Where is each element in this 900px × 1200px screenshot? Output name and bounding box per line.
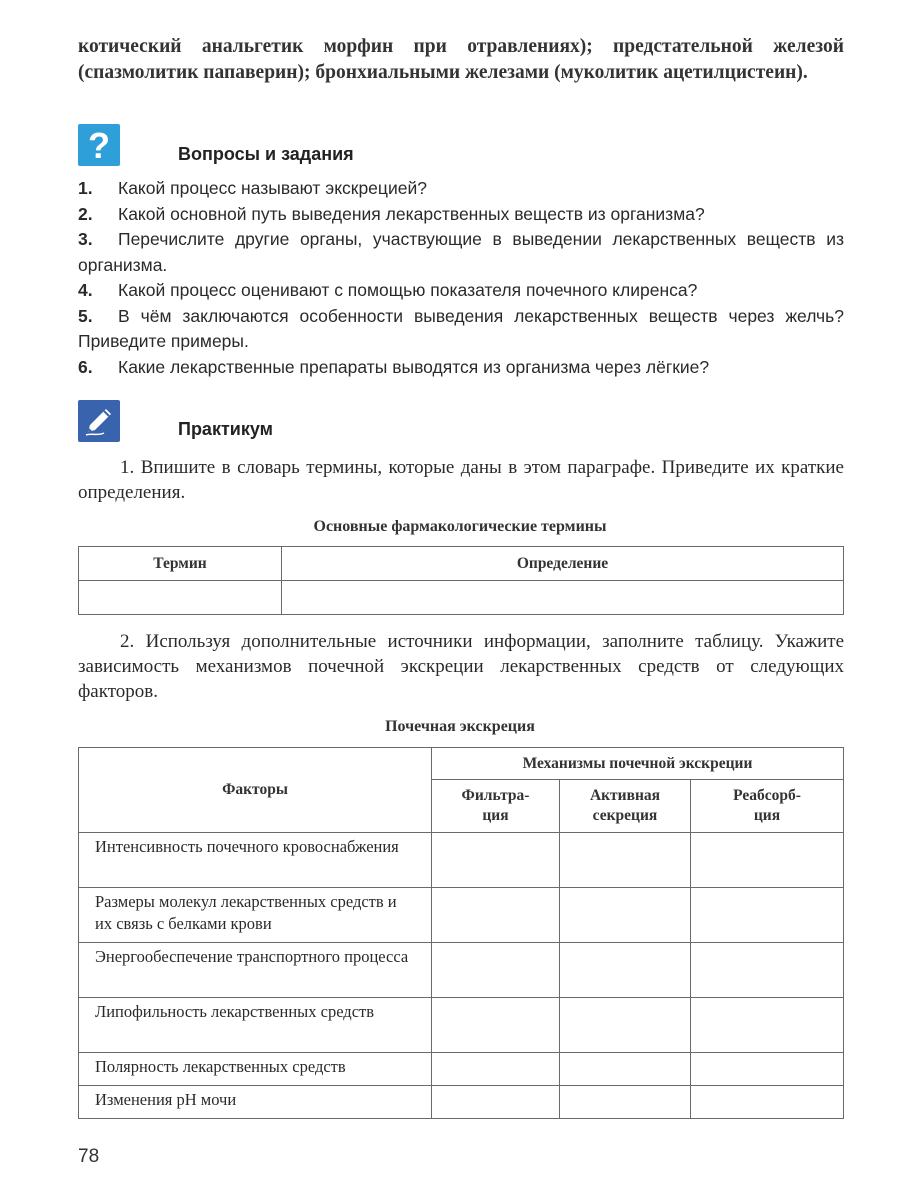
answer-cell[interactable] xyxy=(691,943,844,998)
question-item: 4. Какой процесс оценивают с помощью показателя почечного клиренса? xyxy=(78,280,698,300)
task-1-text: 1. Впишите в словарь термины, которые даны в этом параграфе. Приведите их краткие определения. xyxy=(78,457,844,503)
answer-cell[interactable] xyxy=(560,1053,691,1086)
answer-cell[interactable] xyxy=(432,998,560,1053)
answer-cell[interactable] xyxy=(691,998,844,1053)
column-header-mechanisms: Механизмы почечной экскреции xyxy=(432,748,844,780)
question-item: 1. Какой процесс называют экскрецией? xyxy=(78,178,427,198)
answer-cell[interactable] xyxy=(432,833,560,888)
questions-title: Вопросы и задания xyxy=(178,144,354,164)
table2-caption: Почечная экскреция xyxy=(385,718,535,735)
page-number: 78 xyxy=(78,1146,100,1167)
term-cell[interactable] xyxy=(79,581,282,615)
answer-cell[interactable] xyxy=(691,888,844,943)
subheader-filtration: Фильтра- ция xyxy=(432,780,560,833)
questions-list xyxy=(78,176,844,380)
question-item: 2. Какой основной путь выведения лекарственных веществ из организма? xyxy=(78,203,705,224)
factor-cell: Липофильность лекарственных средств xyxy=(79,998,432,1053)
pen-icon xyxy=(78,400,120,442)
terms-table xyxy=(78,546,844,615)
subheader-active-secretion: Активная секреция xyxy=(560,780,691,833)
answer-cell[interactable] xyxy=(432,1086,560,1119)
question-item: 5. В чём заключаются особенности выведения лекарственных веществ через желчь? Приведите примеры. xyxy=(78,305,844,351)
answer-cell[interactable] xyxy=(432,888,560,943)
column-header-factors: Факторы xyxy=(79,748,432,833)
answer-cell[interactable] xyxy=(432,1053,560,1086)
answer-cell[interactable] xyxy=(560,1086,691,1119)
practicum-title: Практикум xyxy=(178,419,273,439)
svg-text:?: ? xyxy=(88,125,110,166)
answer-cell[interactable] xyxy=(691,1053,844,1086)
answer-cell[interactable] xyxy=(560,888,691,943)
factor-cell: Размеры молекул лекарственных средств и их связь с белками крови xyxy=(79,888,432,943)
table1-caption: Основные фармакологические термины xyxy=(313,518,607,535)
factor-cell: Полярность лекарственных средств xyxy=(79,1053,432,1086)
question-item: 6. Какие лекарственные препараты выводятся из организма через лёгкие? xyxy=(78,356,710,377)
question-item: 3. Перечислите другие органы, участвующие в выведении лекарственных веществ из организма. xyxy=(78,229,844,275)
column-header-term: Термин xyxy=(79,547,282,581)
answer-cell[interactable] xyxy=(691,1086,844,1119)
intro-paragraph: котический анальгетик морфин при отравлениях); предстательной железой (спазмолитик папаверин); бронхиальными железами (муколитик ацетилцистеин). xyxy=(78,36,844,83)
question-mark-icon xyxy=(78,124,120,166)
definition-cell[interactable] xyxy=(282,581,844,615)
answer-cell[interactable] xyxy=(560,943,691,998)
answer-cell[interactable] xyxy=(691,833,844,888)
subheader-reabsorption: Реабсорб- ция xyxy=(691,780,844,833)
renal-excretion-table xyxy=(78,747,844,1119)
task-2-text: 2. Используя дополнительные источники информации, заполните таблицу. Укажите зависимость механизмов почечной экскреции лекарственных средств от следующих факторов. xyxy=(78,631,844,702)
factor-cell: Энергообеспечение транспортного процесса xyxy=(79,943,432,998)
answer-cell[interactable] xyxy=(432,943,560,998)
factor-cell: Изменения pH мочи xyxy=(79,1086,432,1119)
answer-cell[interactable] xyxy=(560,833,691,888)
answer-cell[interactable] xyxy=(560,998,691,1053)
column-header-definition: Определение xyxy=(282,547,844,581)
factor-cell: Интенсивность почечного кровоснабжения xyxy=(79,833,432,888)
